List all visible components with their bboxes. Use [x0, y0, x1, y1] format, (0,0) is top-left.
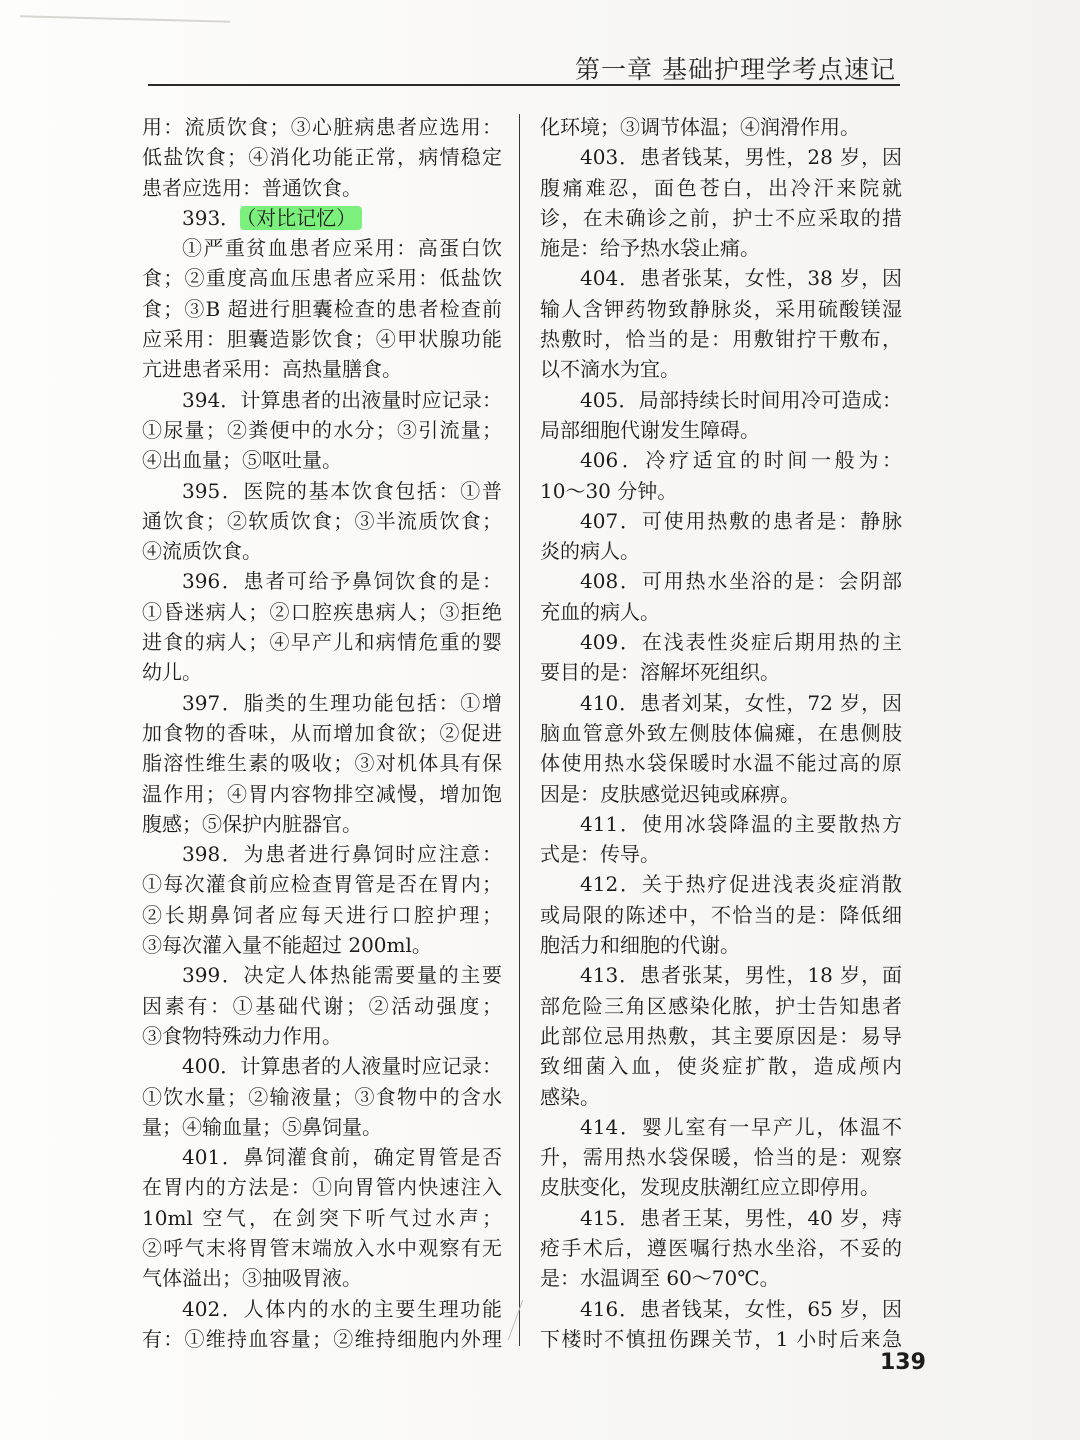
text-line: ②呼气末将胃管末端放入水中观察有无: [142, 1235, 502, 1260]
text-line: 疮手术后，遵医嘱行热水坐浴，不妥的: [540, 1235, 902, 1260]
text-line: 腹感；⑤保护内脏器官。: [142, 811, 362, 836]
text-line: 410．患者刘某，女性，72 岁，因: [580, 690, 902, 715]
text-line: ①昏迷病人；②口腔疾患病人；③拒绝: [142, 599, 502, 624]
text-line: 脑血管意外致左侧肢体偏瘫，在患侧肢: [540, 720, 902, 745]
text-line: [142, 203, 502, 233]
text-line: 398．为患者进行鼻饲时应注意：: [182, 842, 502, 867]
page-number: 139: [880, 1350, 926, 1375]
header-title: 第一章 基础护理学考点速记: [575, 55, 896, 84]
text-line: 食；③B 超进行胆囊检查的患者检查前: [142, 296, 502, 321]
text-line: 低盐饮食；④消化功能正常，病情稳定: [142, 145, 502, 170]
text-line: 输人含钾药物致静脉炎，采用硫酸镁湿: [540, 296, 902, 321]
text-line: 致细菌入血，使炎症扩散，造成颅内: [540, 1054, 902, 1079]
text-line: 感染。: [540, 1084, 600, 1109]
text-line: 温作用；④胃内容物排空减慢，增加饱: [142, 781, 502, 806]
text-line: ④出血量；⑤呕吐量。: [142, 448, 342, 473]
text-line: 因是：皮肤感觉迟钝或麻痹。: [540, 781, 800, 806]
text-line: ①严重贫血患者应采用：高蛋白饮: [182, 236, 502, 261]
text-line: ①饮水量；②输液量；③食物中的含水: [142, 1084, 502, 1109]
text-line: 是：水温调至 60～70℃。: [540, 1266, 780, 1291]
text-line: 414．婴儿室有一早产儿，体温不: [580, 1114, 902, 1139]
text-line: 部危险三角区感染化脓，护士告知患者: [540, 993, 902, 1018]
text-line: 充血的病人。: [540, 599, 660, 624]
text-line: 409．在浅表性炎症后期用热的主: [580, 630, 902, 655]
text-line: ③食物特殊动力作用。: [142, 1023, 342, 1048]
column-divider: [519, 114, 520, 1346]
text-line: 亢进患者采用：高热量膳食。: [142, 357, 402, 382]
text-line: 401．鼻饲灌食前，确定胃管是否: [182, 1145, 502, 1170]
text-line: 415．患者王某，男性，40 岁，痔: [580, 1205, 902, 1230]
text-line: 在胃内的方法是：①向胃管内快速注入: [142, 1175, 502, 1200]
text-line: 416．患者钱某，女性，65 岁，因: [580, 1296, 902, 1321]
text-line: 402．人体内的水的主要生理功能: [182, 1296, 502, 1321]
text-line: 394．计算患者的出液量时应记录：: [182, 387, 502, 412]
text-line: 411．使用冰袋降温的主要散热方: [580, 811, 902, 836]
text-line: 408．可用热水坐浴的是：会阴部: [580, 569, 902, 594]
text-line: 腹痛难忍，面色苍白，出冷汗来院就: [540, 175, 902, 200]
text-line: 412．关于热疗促进浅表炎症消散: [580, 872, 902, 897]
text-line: ①尿量；②粪便中的水分；③引流量；: [142, 417, 502, 442]
highlight-note: （对比记忆）: [240, 206, 362, 230]
text-line: 量；④输血量；⑤鼻饲量。: [142, 1114, 382, 1139]
text-line: 局部细胞代谢发生障碍。: [540, 417, 760, 442]
text-line: 气体溢出；③抽吸胃液。: [142, 1266, 362, 1291]
text-line: 406．冷疗适宜的时间一般为：: [580, 448, 902, 473]
text-line: 以不滴水为宜。: [540, 357, 680, 382]
header-rule: [148, 84, 900, 86]
text-line: 通饮食；②软质饮食；③半流质饮食；: [142, 508, 502, 533]
text-line: 施是：给予热水袋止痛。: [540, 236, 760, 261]
text-line: 下楼时不慎扭伤踝关节，1 小时后来急: [540, 1326, 902, 1351]
text-line: 10～30 分钟。: [540, 478, 678, 503]
text-line: 诊，在未确诊之前，护士不应采取的措: [540, 205, 902, 230]
text-line: 皮肤变化，发现皮肤潮红应立即停用。: [540, 1175, 880, 1200]
text-line: ③每次灌入量不能超过 200ml。: [142, 933, 432, 958]
text-line: 热敷时，恰当的是：用敷钳拧干敷布，: [540, 327, 902, 352]
running-header: [148, 48, 900, 88]
text-line: 患者应选用：普通饮食。: [142, 175, 362, 200]
text-line: 升，需用热水袋保暖，恰当的是：观察: [540, 1145, 902, 1170]
text-line: 396．患者可给予鼻饲饮食的是：: [182, 569, 502, 594]
text-line: 405．局部持续长时间用冷可造成：: [580, 387, 902, 412]
text-line: 因素有：①基础代谢；②活动强度；: [142, 993, 502, 1018]
text-line: 要目的是：溶解坏死组织。: [540, 660, 780, 685]
text-line: ④流质饮食。: [142, 539, 262, 564]
text-line: 397．脂类的生理功能包括：①增: [182, 690, 502, 715]
text-line: 10ml 空气，在剑突下听气过水声；: [142, 1205, 502, 1230]
text-line: 400．计算患者的人液量时应记录：: [182, 1054, 502, 1079]
text-line: 进食的病人；④早产儿和病情危重的婴: [142, 630, 502, 655]
text-line: 407．可使用热敷的患者是：静脉: [580, 508, 902, 533]
text-line: 有：①维持血容量；②维持细胞内外理: [142, 1326, 502, 1351]
text-line: 395．医院的基本饮食包括：①普: [182, 478, 502, 503]
item-number: 393．: [182, 205, 241, 230]
text-line: ①每次灌食前应检查胃管是否在胃内；: [142, 872, 502, 897]
text-line: 加食物的香味，从而增加食欲；②促进: [142, 720, 502, 745]
text-line: 幼儿。: [142, 660, 202, 685]
left-column: [142, 112, 502, 1362]
text-line: 炎的病人。: [540, 539, 640, 564]
right-column: [540, 112, 902, 1362]
text-line: 脂溶性维生素的吸收；③对机体具有保: [142, 751, 502, 776]
text-line: 体使用热水袋保暖时水温不能过高的原: [540, 751, 902, 776]
text-line: 应采用：胆囊造影饮食；④甲状腺功能: [142, 327, 502, 352]
text-line: 胞活力和细胞的代谢。: [540, 933, 740, 958]
text-line: 403．患者钱某，男性，28 岁，因: [580, 145, 902, 170]
text-line: 式是：传导。: [540, 842, 660, 867]
text-line: 413．患者张某，男性，18 岁，面: [580, 963, 902, 988]
text-line: ②长期鼻饲者应每天进行口腔护理；: [142, 902, 502, 927]
text-line: 399．决定人体热能需要量的主要: [182, 963, 502, 988]
text-line: 化环境；③调节体温；④润滑作用。: [540, 115, 860, 139]
text-line: 404．患者张某，女性，38 岁，因: [580, 266, 902, 291]
text-line: 或局限的陈述中，不恰当的是：降低细: [540, 902, 902, 927]
text-line: 此部位忌用热敷，其主要原因是：易导: [540, 1023, 902, 1048]
text-line: 用：流质饮食；③心脏病患者应选用：: [142, 115, 502, 139]
scan-mark: [20, 15, 230, 34]
text-line: 食；②重度高血压患者应采用：低盐饮: [142, 266, 502, 291]
